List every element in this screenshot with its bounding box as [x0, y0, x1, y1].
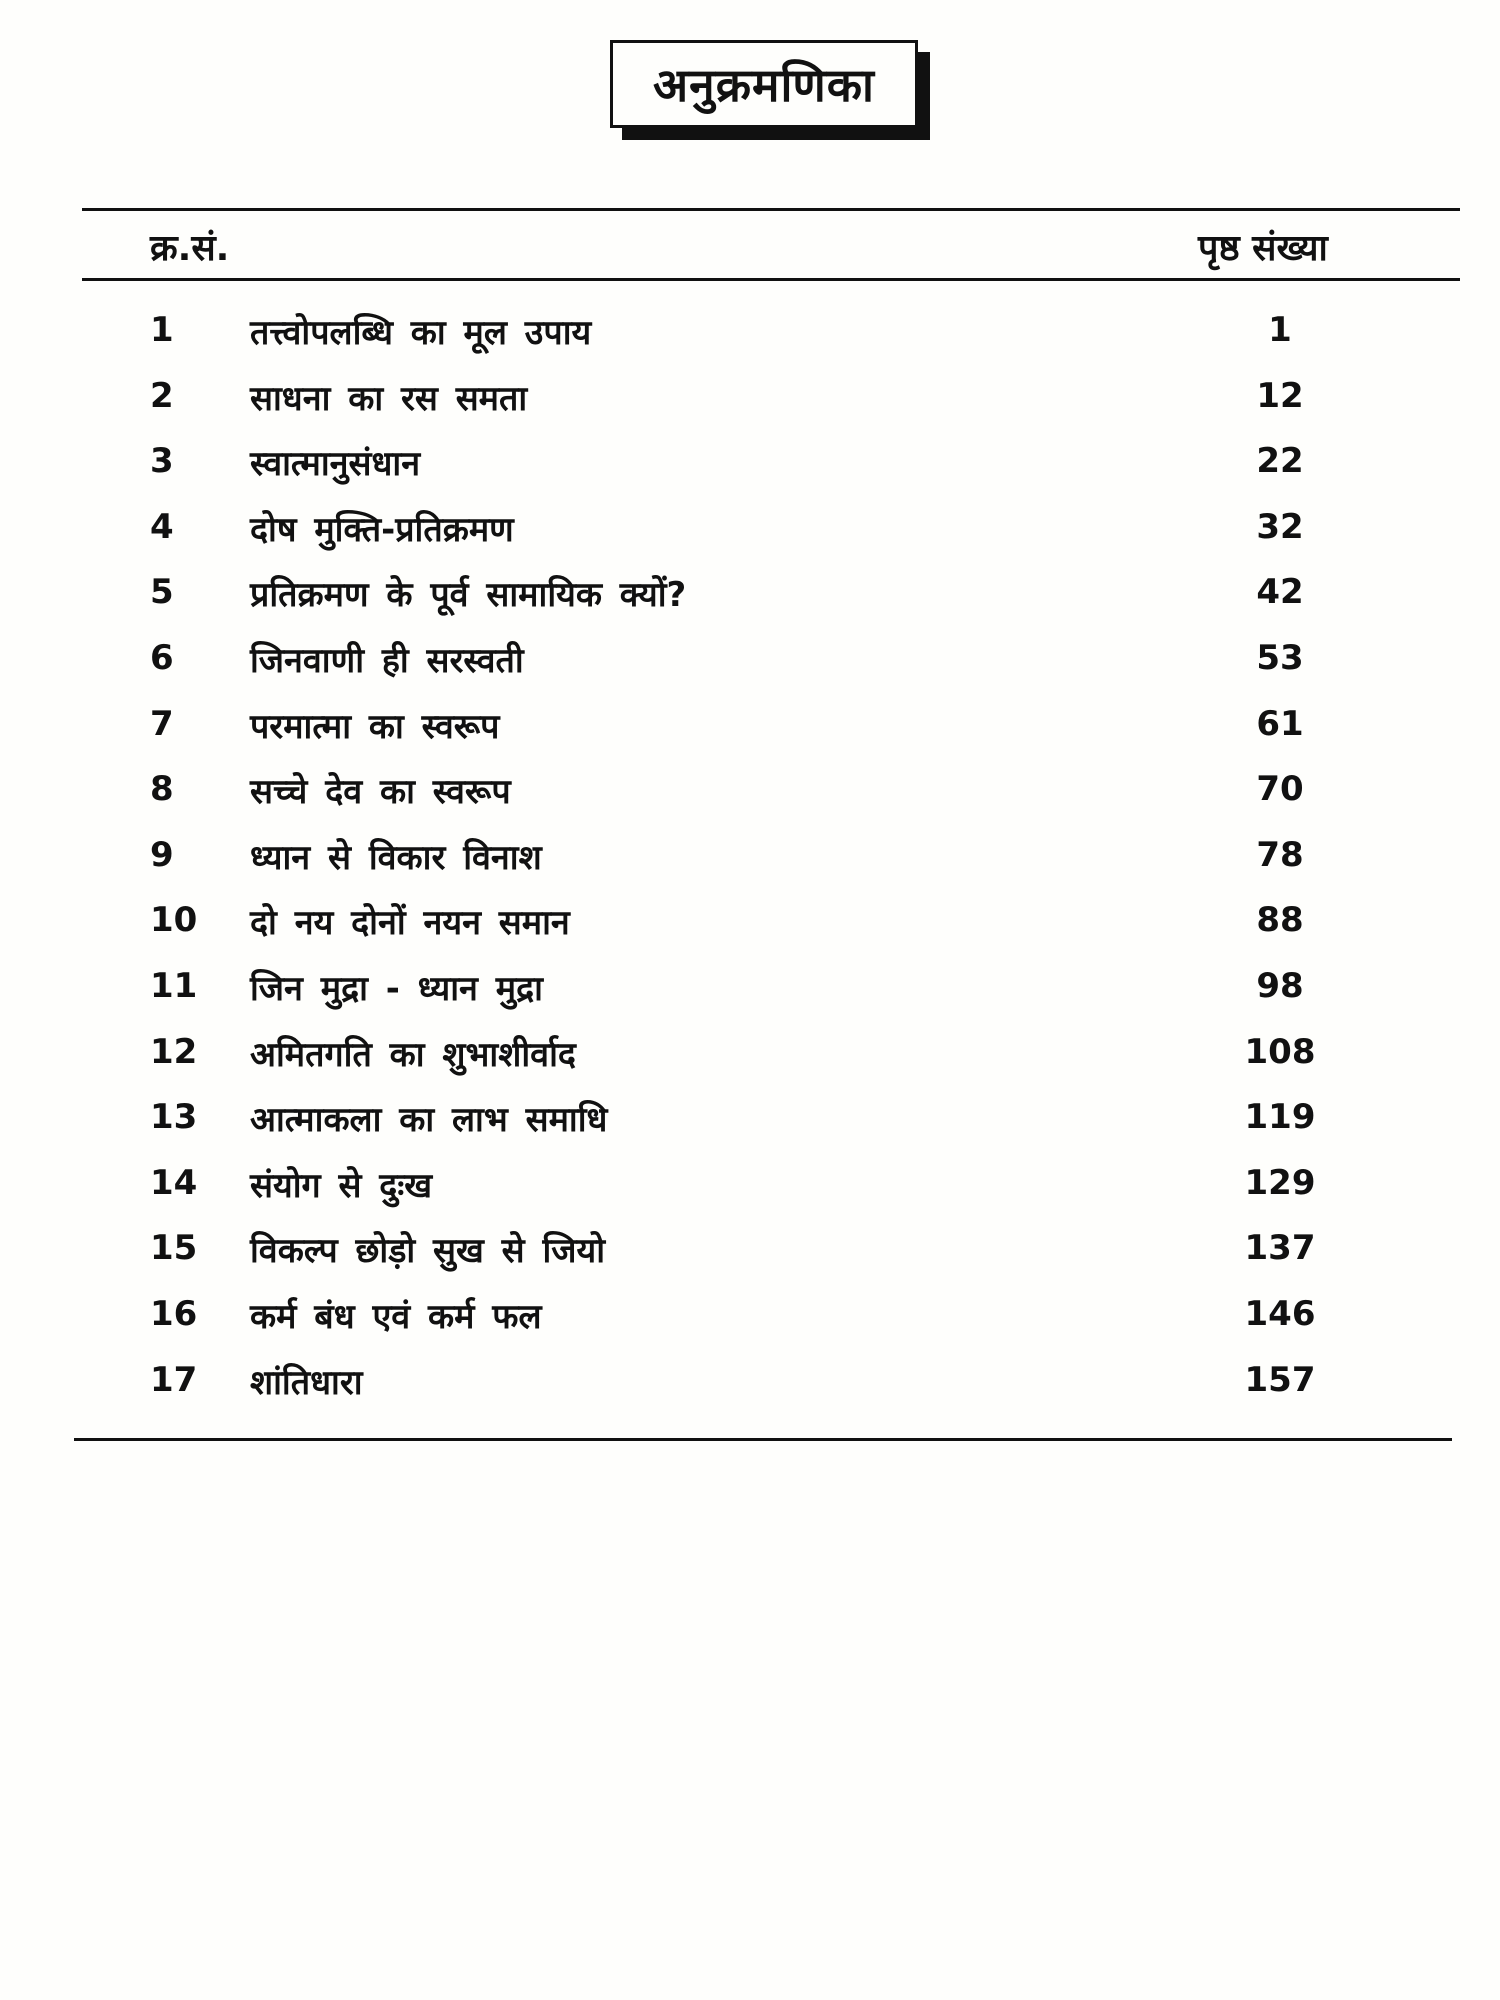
toc-page-number: 61	[1256, 703, 1304, 744]
toc-chapter-title: तत्त्वोपलब्धि का मूल उपाय	[250, 313, 592, 353]
toc-row	[0, 431, 1500, 497]
toc-page-number: 88	[1256, 900, 1304, 941]
toc-row	[0, 300, 1500, 366]
toc-serial-number: 13	[150, 1097, 198, 1138]
toc-row	[0, 1284, 1500, 1350]
toc-page-number: 70	[1256, 769, 1304, 810]
toc-chapter-title: स्वात्मानुसंधान	[250, 444, 421, 485]
toc-row	[0, 825, 1500, 891]
toc-page-number: 98	[1256, 965, 1304, 1006]
toc-chapter-title: जिन मुद्रा - ध्यान मुद्रा	[250, 968, 543, 1009]
toc-chapter-title: सच्चे देव का स्वरूप	[250, 772, 511, 813]
toc-row	[0, 759, 1500, 825]
serial-column-header: क्र.सं.	[150, 228, 230, 269]
toc-serial-number: 3	[150, 441, 174, 482]
toc-page-number: 1	[1268, 310, 1292, 350]
toc-row	[0, 366, 1500, 432]
toc-chapter-title: संयोग से दुःख	[250, 1165, 433, 1206]
toc-serial-number: 7	[150, 703, 174, 744]
toc-row	[0, 890, 1500, 956]
toc-row	[0, 1218, 1500, 1284]
toc-page-number: 32	[1256, 506, 1304, 547]
toc-page-number: 157	[1244, 1359, 1316, 1400]
toc-row	[0, 1153, 1500, 1219]
toc-chapter-title: शांतिधारा	[250, 1362, 363, 1403]
toc-page-number: 22	[1256, 441, 1304, 482]
toc-serial-number: 6	[150, 637, 174, 678]
toc-chapter-title: आत्माकला का लाभ समाधि	[250, 1100, 608, 1141]
table-of-contents	[0, 300, 1500, 1415]
toc-serial-number: 11	[150, 965, 198, 1006]
toc-chapter-title: प्रतिक्रमण के पूर्व सामायिक क्यों?	[250, 575, 687, 616]
page-title-frame	[610, 40, 930, 140]
page-column-header: पृष्ठ संख्या	[1198, 228, 1328, 269]
toc-serial-number: 15	[150, 1228, 198, 1269]
toc-row	[0, 497, 1500, 563]
toc-chapter-title: दोष मुक्ति-प्रतिक्रमण	[250, 509, 514, 550]
toc-row	[0, 628, 1500, 694]
toc-row	[0, 1350, 1500, 1416]
toc-serial-number: 16	[150, 1293, 198, 1334]
toc-serial-number: 1	[150, 310, 174, 350]
toc-serial-number: 8	[150, 769, 174, 810]
toc-serial-number: 9	[150, 834, 174, 875]
toc-chapter-title: दो नय दोनों नयन समान	[250, 903, 570, 944]
toc-page-number: 146	[1244, 1293, 1316, 1334]
toc-serial-number: 2	[150, 375, 174, 416]
toc-page-number: 108	[1244, 1031, 1316, 1072]
page-title: अनुक्रमणिका	[610, 40, 918, 128]
toc-chapter-title: परमात्मा का स्वरूप	[250, 706, 500, 747]
toc-chapter-title: विकल्प छोड़ो सुख से जियो	[250, 1231, 606, 1272]
toc-row	[0, 562, 1500, 628]
toc-chapter-title: ध्यान से विकार विनाश	[250, 837, 542, 878]
toc-page-number: 12	[1256, 375, 1304, 416]
toc-serial-number: 12	[150, 1031, 198, 1072]
toc-page-number: 78	[1256, 834, 1304, 875]
toc-serial-number: 14	[150, 1162, 198, 1203]
toc-page-number: 119	[1244, 1097, 1316, 1138]
toc-serial-number: 4	[150, 506, 174, 547]
toc-page-number: 129	[1244, 1162, 1316, 1203]
toc-page-number: 42	[1256, 572, 1304, 613]
toc-page-number: 137	[1244, 1228, 1316, 1269]
toc-row	[0, 1087, 1500, 1153]
toc-serial-number: 5	[150, 572, 174, 613]
toc-chapter-title: साधना का रस समता	[250, 378, 528, 419]
toc-page-number: 53	[1256, 637, 1304, 678]
top-rule	[82, 208, 1460, 211]
toc-row	[0, 1022, 1500, 1088]
toc-serial-number: 10	[150, 900, 198, 941]
bottom-rule	[74, 1438, 1452, 1441]
toc-chapter-title: कर्म बंध एवं कर्म फल	[250, 1296, 542, 1337]
toc-chapter-title: अमितगति का शुभाशीर्वाद	[250, 1034, 576, 1075]
toc-row	[0, 694, 1500, 760]
toc-chapter-title: जिनवाणी ही सरस्वती	[250, 640, 524, 681]
toc-serial-number: 17	[150, 1359, 198, 1400]
toc-row	[0, 956, 1500, 1022]
header-rule	[82, 278, 1460, 281]
